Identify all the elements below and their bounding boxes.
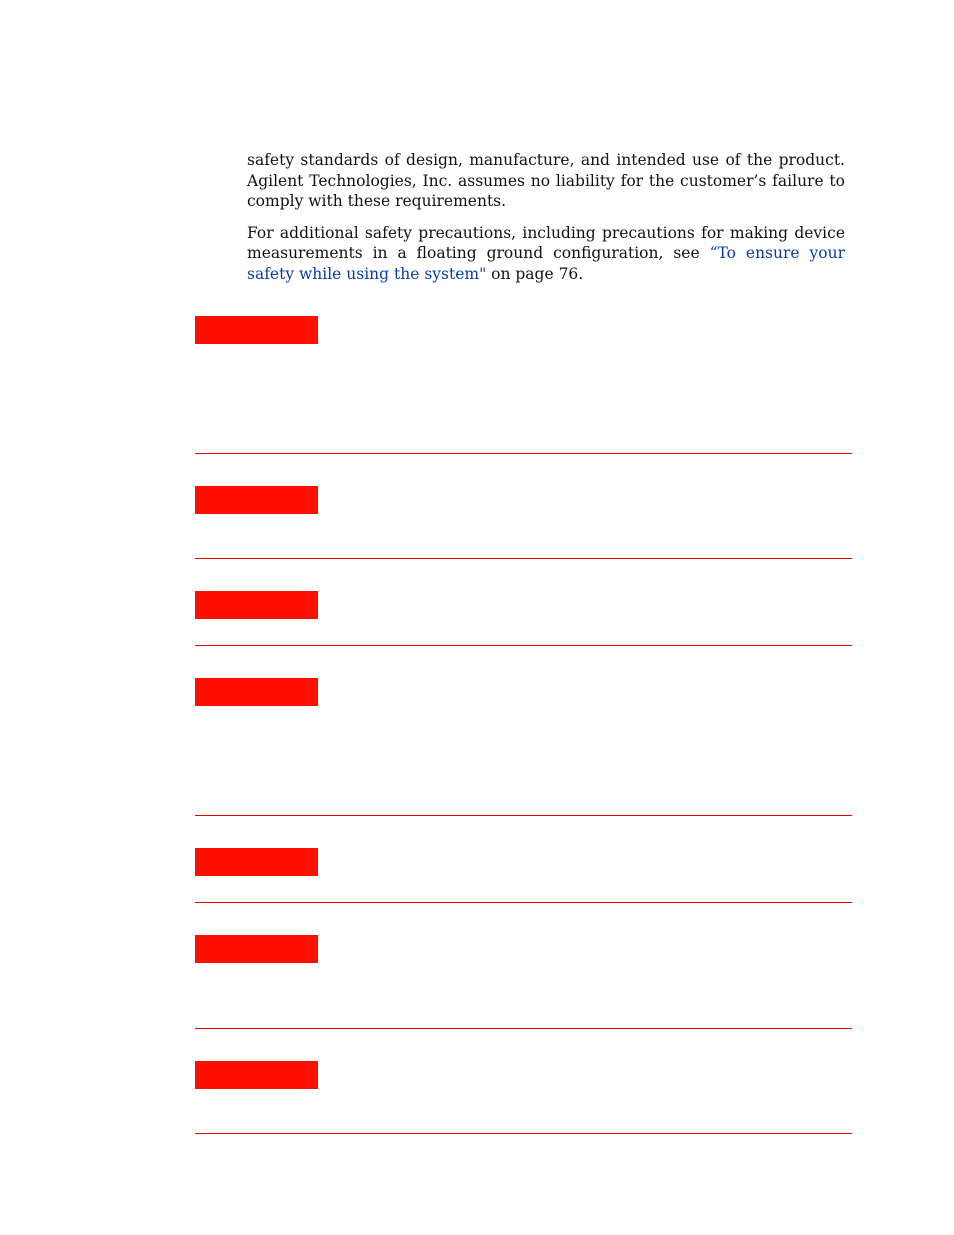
warning-label-2 [195,486,318,514]
warning-label-5 [195,848,318,876]
warning-label-4 [195,678,318,706]
warning-label-3 [195,591,318,619]
warning-divider-4 [195,815,852,816]
warning-divider-3 [195,645,852,646]
intro-text [247,150,845,295]
intro-paragraph-2 [247,223,845,285]
intro-paragraph-1: safety standards of design, manufacture, and intended use of the product. Agilent Technologies, Inc. assumes no liability for the customer’s failure to comply with these requirements. [247,151,845,210]
warning-divider-2 [195,558,852,559]
warning-label-6 [195,935,318,963]
warning-label-1 [195,316,318,344]
warning-divider-6 [195,1028,852,1029]
warning-divider-5 [195,902,852,903]
warning-divider-7 [195,1133,852,1134]
warning-divider-1 [195,453,852,454]
warning-label-7 [195,1061,318,1089]
intro-paragraph-2-tail: on page 76. [486,264,584,283]
intro-paragraph-2-text: For additional safety precautions, including precautions for making device measurements in a floating ground configuration, see [247,223,845,262]
safety-link[interactable]: “To ensure your safety while using the system" [247,244,845,283]
